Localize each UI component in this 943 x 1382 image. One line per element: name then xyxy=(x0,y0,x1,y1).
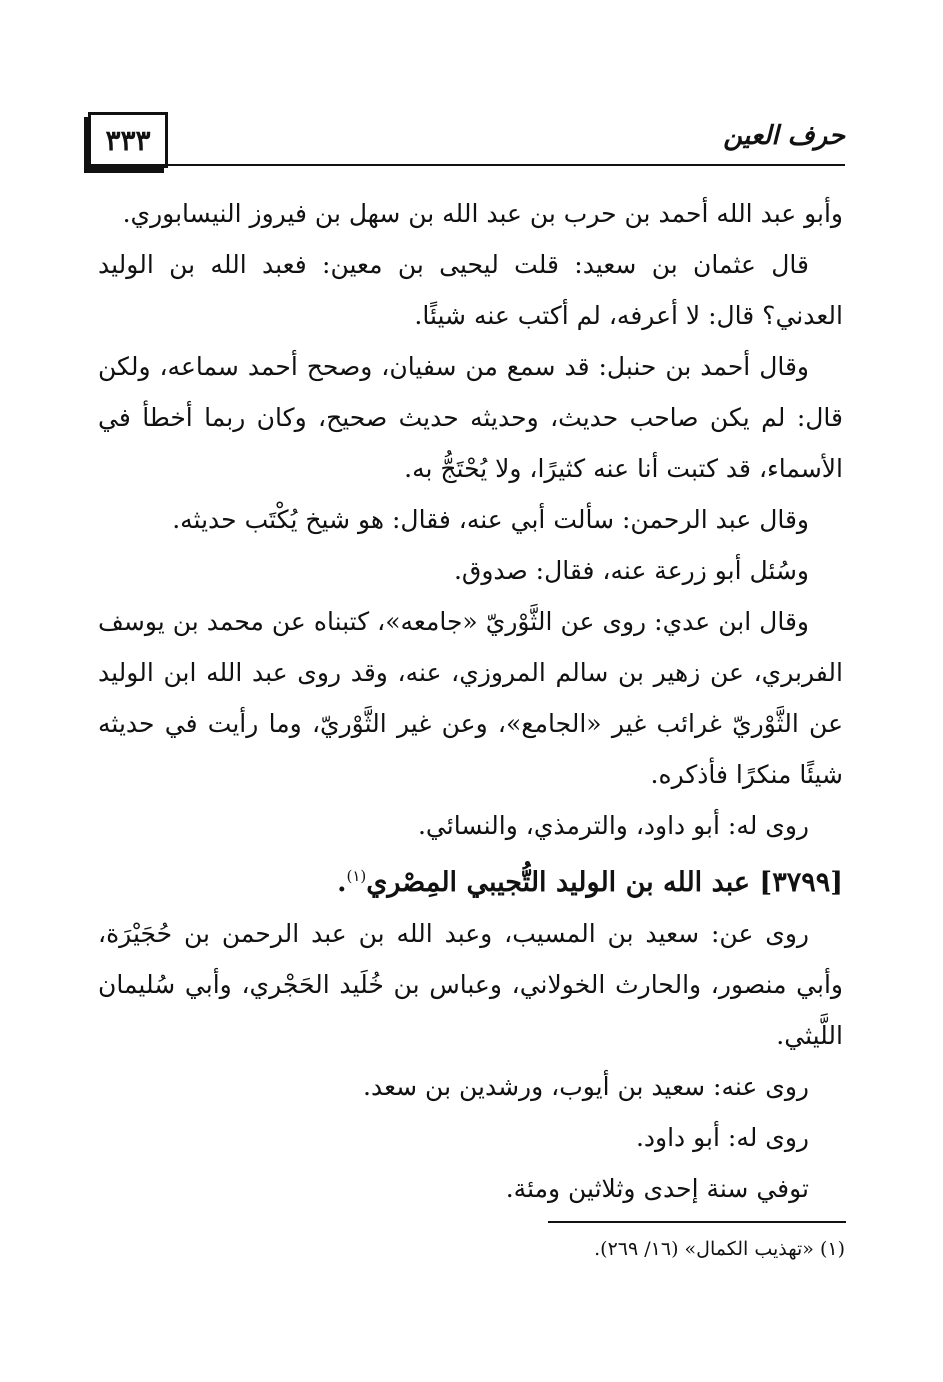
paragraph: قال عثمان بن سعيد: قلت ليحيى بن معين: فعبد الله بن الوليد العدني؟ قال: لا أعرفه، لم أكتب عنه شيئًا. xyxy=(98,250,843,330)
page-number xyxy=(88,112,168,168)
running-title: حرف العين xyxy=(723,121,845,151)
footnote-reference: (١) xyxy=(346,867,367,885)
paragraph: روى عنه: سعيد بن أيوب، ورشدين بن سعد. xyxy=(363,1072,809,1101)
entry-heading-end: . xyxy=(337,867,347,898)
header-divider xyxy=(88,164,845,166)
footnote-divider xyxy=(548,1221,846,1223)
paragraph: وقال ابن عدي: روى عن الثَّوْريّ «جامعه»، كتبناه عن محمد بن يوسف الفربري، عن زهير بن سالم المروزي، عنه، وقد روى عبد الله ابن الوليد عن الثَّوْريّ غرائب غير «الجامع»، وعن غير الثَّوْريّ، وما رأيت في حديثه شيئًا منكرًا فأذكره. xyxy=(98,607,843,789)
main-text xyxy=(98,188,843,1214)
paragraph: روى له: أبو داود، والترمذي، والنسائي. xyxy=(417,811,809,840)
page-number-text: ٣٣٣ xyxy=(105,123,151,157)
paragraph: وقال أحمد بن حنبل: قد سمع من سفيان، وصحح أحمد سماعه، ولكن قال: لم يكن صاحب حديث، وحديثه حديث صحيح، وكان ربما أخطأ في الأسماء، قد كتبت أنا عنه كثيرًا، ولا يُحْتَجُّ به. xyxy=(98,352,843,483)
paragraph: توفي سنة إحدى وثلاثين ومئة. xyxy=(505,1174,809,1203)
footnote: (١) «تهذيب الكمال» (١٦/ ٢٦٩). xyxy=(594,1238,845,1260)
entry-heading xyxy=(98,851,843,908)
paragraph: روى له: أبو داود. xyxy=(635,1123,809,1152)
paragraph: وسُئل أبو زرعة عنه، فقال: صدوق. xyxy=(453,556,809,585)
paragraph: وقال عبد الرحمن: سألت أبي عنه، فقال: هو شيخ يُكْتَب حديثه. xyxy=(172,505,809,534)
entry-heading-text: [٣٧٩٩] عبد الله بن الوليد التُّجيبي المِصْري xyxy=(366,867,843,898)
paragraph: وأبو عبد الله أحمد بن حرب بن عبد الله بن سهل بن فيروز النيسابوري. xyxy=(122,199,843,228)
paragraph: روى عن: سعيد بن المسيب، وعبد الله بن عبد الرحمن بن حُجَيْرَة، وأبي منصور، والحارث الخولاني، وعباس بن خُلَيد الحَجْري، وأبي سُليمان اللَّيثي. xyxy=(98,919,843,1050)
